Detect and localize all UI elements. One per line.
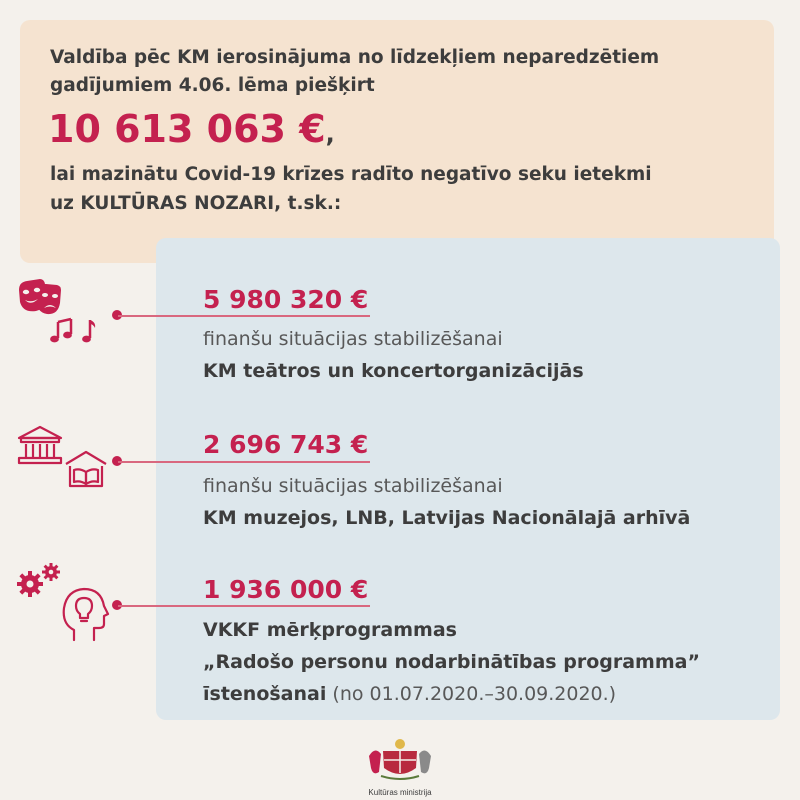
intro-line-4: uz KULTŪRAS NOZARI, t.sk.:	[50, 193, 342, 214]
item-2-description	[203, 470, 763, 534]
total-amount: 10 613 063 €	[48, 107, 326, 151]
total-amount-comma: ,	[325, 120, 335, 148]
item-3-line-1: VKKF mērķprogrammas	[203, 619, 457, 641]
item-3-description	[203, 614, 763, 710]
item-1-line-2: KM teātros un koncertorganizācijās	[203, 360, 584, 382]
intro-line-1: Valdība pēc KM ierosinājuma no līdzekļiem neparedzētiem	[50, 47, 660, 68]
intro-text	[50, 44, 750, 100]
total-amount-row	[48, 104, 335, 154]
item-1-amount: 5 980 320 €	[203, 285, 369, 314]
item-3-line-3	[203, 678, 763, 710]
museum-library-icon	[16, 424, 108, 490]
ministry-logo	[360, 738, 440, 797]
theater-masks-music-icon	[16, 278, 108, 350]
latvia-coat-of-arms-icon	[365, 738, 435, 782]
ministry-caption: Kultūras ministrija	[368, 788, 432, 797]
item-2-line-2: KM muzejos, LNB, Latvijas Nacionālajā arhīvā	[203, 507, 691, 529]
item-2-amount: 2 696 743 €	[203, 430, 369, 459]
item-2-line-1: finanšu situācijas stabilizēšanai	[203, 475, 503, 497]
item-3-line-3-bold: īstenošanai	[203, 683, 327, 705]
item-3-line-2: „Radošo personu nodarbinātības programma”	[203, 651, 700, 673]
item-2-connector	[118, 461, 370, 463]
intro-line-3: lai mazinātu Covid-19 krīzes radīto negatīvo seku ietekmi	[50, 164, 652, 185]
intro-line-2: gadījumiem 4.06. lēma piešķirt	[50, 75, 375, 96]
gears-idea-head-icon	[16, 562, 110, 644]
intro-purpose	[50, 160, 750, 218]
item-3-amount: 1 936 000 €	[203, 575, 369, 604]
item-3-line-3-normal: (no 01.07.2020.–30.09.2020.)	[326, 683, 617, 705]
item-1-line-1: finanšu situācijas stabilizēšanai	[203, 328, 503, 350]
item-1-description	[203, 323, 763, 387]
